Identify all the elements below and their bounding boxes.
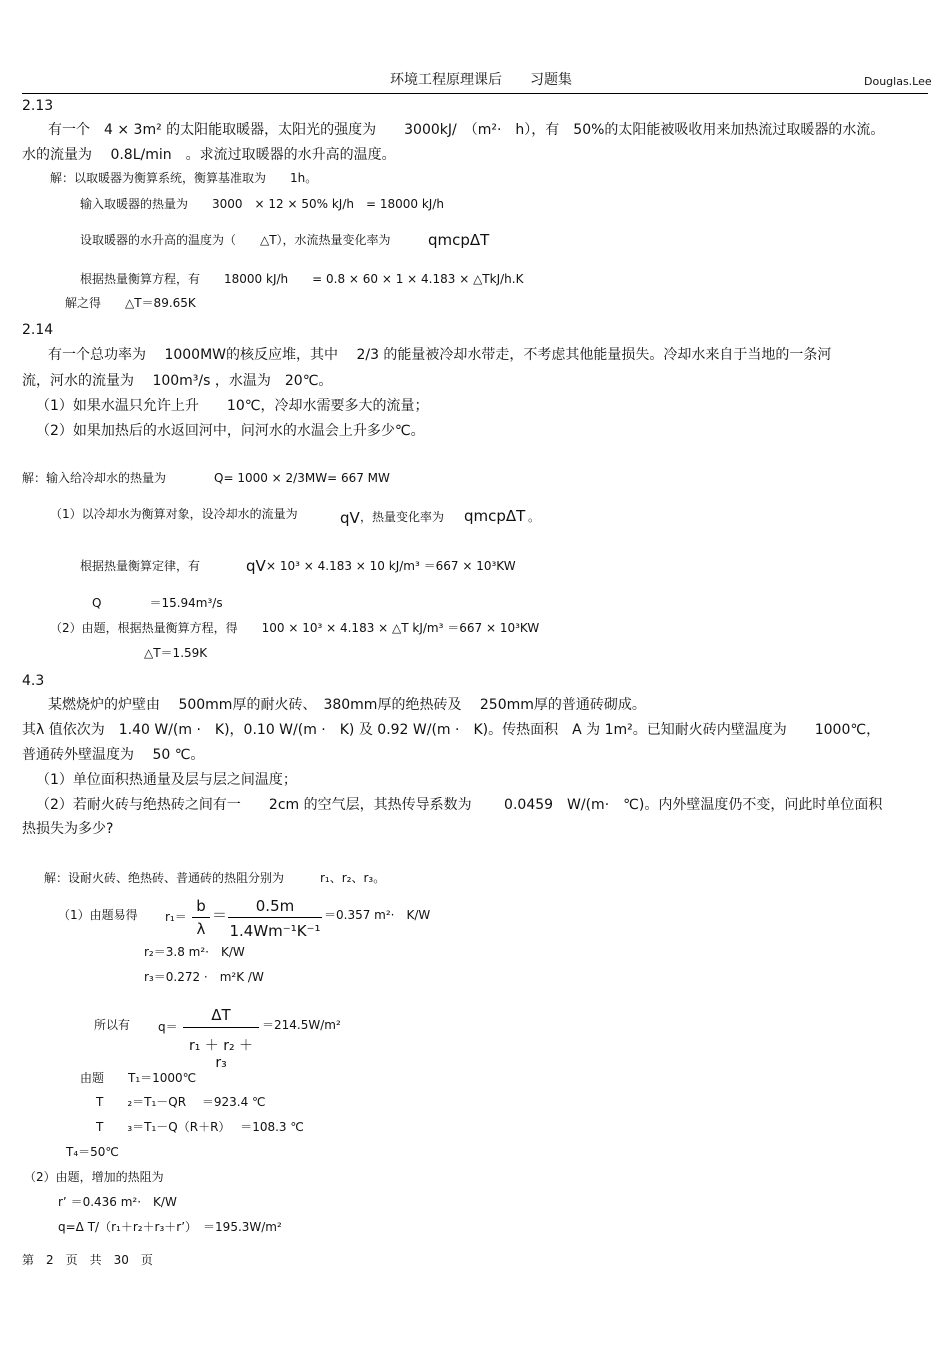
problem-text: 某燃烧炉的炉壁由 500mm厚的耐火砖、 380mm厚的绝热砖及 250mm厚的普通砖砌成。	[48, 697, 646, 713]
page-footer: 第 2 页 共 30 页	[22, 1253, 153, 1267]
solution-line: × 10³ × 4.183 × 10 kJ/m³ ＝667 × 10³KW	[266, 559, 516, 573]
solution-line: 解：设耐火砖、绝热砖、普通砖的热阻分别为 r₁、r₂、r₃。	[44, 871, 386, 885]
solution-line: 。	[528, 510, 541, 524]
solution-line: 根据热量衡算定律，有	[80, 559, 201, 573]
formula: qmcpΔT	[428, 231, 490, 249]
solution-line: （2）由题，增加的热阻为	[24, 1170, 164, 1184]
header-author: Douglas.Lee	[864, 75, 932, 88]
fraction-numerator: 0.5m	[255, 897, 295, 915]
solution-line: （1）以冷却水为衡算对象，设冷却水的流量为	[50, 507, 298, 521]
fraction-denominator: r₁ ＋ r₂ ＋ r₃	[188, 1038, 254, 1071]
problem-text: （1）单位面积热通量及层与层之间温度；	[36, 772, 297, 788]
problem-text: 其λ 值依次为 1.40 W/(m · K)，0.10 W/(m · K) 及 0.92 W/(m · K)。传热面积 A 为 1m²。已知耐火砖内壁温度为 1000℃，	[22, 722, 881, 738]
problem-text: 水的流量为 0.8L/min 。求流过取暖器的水升高的温度。	[22, 147, 396, 163]
problem-text: 有一个 4 × 3m² 的太阳能取暖器，太阳光的强度为 3000kJ/ （m²· h），有 50%的太阳能被吸收用来加热流过取暖器的水流。	[48, 122, 885, 138]
problem-text: （2）如果加热后的水返回河中，问河水的水温会上升多少℃。	[36, 423, 425, 439]
solution-line: q=Δ T/（r₁＋r₂＋r₃＋r’） ＝195.3W/m²	[58, 1220, 282, 1234]
solution-line: 设取暖器的水升高的温度为（ △T），水流热量变化率为	[80, 233, 391, 247]
formula: qmcpΔT	[464, 507, 526, 525]
q-value: ＝214.5W/m²	[262, 1018, 341, 1032]
equals-sign: ＝	[212, 906, 228, 924]
fraction-numerator: ΔT	[211, 1006, 231, 1024]
solution-line: T₄＝50℃	[66, 1145, 119, 1159]
solution-line: Q ＝15.94m³/s	[92, 596, 223, 610]
fraction-numerator: b	[196, 897, 206, 915]
r1-label: r₁＝	[165, 910, 187, 924]
formula: qV	[340, 509, 360, 527]
solution-line: 解之得 △T＝89.65K	[65, 296, 196, 310]
header-title: 环境工程原理课后 习题集	[390, 72, 572, 88]
q-label: q＝	[158, 1020, 178, 1034]
solution-line: T ₂＝T₁－QR ＝923.4 ℃	[96, 1095, 266, 1109]
problem-text: （2）若耐火砖与绝热砖之间有一 2cm 的空气层，其热传导系数为 0.0459 W/(m· ℃)。内外壁温度仍不变，问此时单位面积	[36, 797, 883, 813]
r1-value: ＝0.357 m²· K/W	[324, 908, 431, 922]
solution-line: T ₃＝T₁－Q（R＋R） ＝108.3 ℃	[96, 1120, 304, 1134]
solution-line: r₂＝3.8 m²· K/W	[144, 945, 245, 959]
section-number: 2.14	[22, 322, 54, 338]
fraction-bar	[228, 917, 322, 918]
fraction-denominator: λ	[196, 920, 206, 938]
solution-line: 输入取暖器的热量为 3000 × 12 × 50% kJ/h = 18000 kJ/h	[80, 197, 444, 211]
solution-line: △T＝1.59K	[144, 646, 208, 660]
section-number: 2.13	[22, 98, 54, 114]
solution-line: 解：输入给冷却水的热量为 Q= 1000 × 2/3MW= 667 MW	[22, 471, 390, 485]
problem-text: 有一个总功率为 1000MW的核反应堆，其中 2/3 的能量被冷却水带走，不考虑其他能量损失。冷却水来自于当地的一条河	[48, 347, 832, 363]
problem-text: （1）如果水温只允许上升 10℃，冷却水需要多大的流量；	[36, 398, 429, 414]
fraction-bar	[192, 917, 210, 918]
header-rule	[22, 93, 928, 94]
problem-text: 热损失为多少?	[22, 821, 114, 837]
problem-text: 流，河水的流量为 100m³/s ，水温为 20℃。	[22, 373, 333, 389]
solution-line: r₃＝0.272 · m²K /W	[144, 970, 264, 984]
fraction-denominator: 1.4Wm⁻¹K⁻¹	[229, 922, 321, 940]
fraction-bar	[183, 1027, 259, 1028]
solution-line: 解：以取暖器为衡算系统，衡算基准取为 1h。	[50, 171, 318, 185]
solution-line: （2）由题，根据热量衡算方程，得 100 × 10³ × 4.183 × △T kJ/m³ ＝667 × 10³KW	[50, 621, 540, 635]
solution-line: 由题 T₁＝1000℃	[80, 1071, 197, 1085]
formula: qV	[246, 557, 266, 575]
solution-line: r’ ＝0.436 m²· K/W	[58, 1195, 177, 1209]
solution-line: 所以有	[94, 1018, 131, 1032]
problem-text: 普通砖外壁温度为 50 ℃。	[22, 747, 205, 763]
solution-line: 根据热量衡算方程，有 18000 kJ/h = 0.8 × 60 × 1 × 4.183 × △TkJ/h.K	[80, 272, 524, 286]
section-number: 4.3	[22, 673, 45, 689]
solution-line: ，热量变化率为	[360, 510, 445, 524]
solution-line: （1）由题易得	[58, 908, 138, 922]
